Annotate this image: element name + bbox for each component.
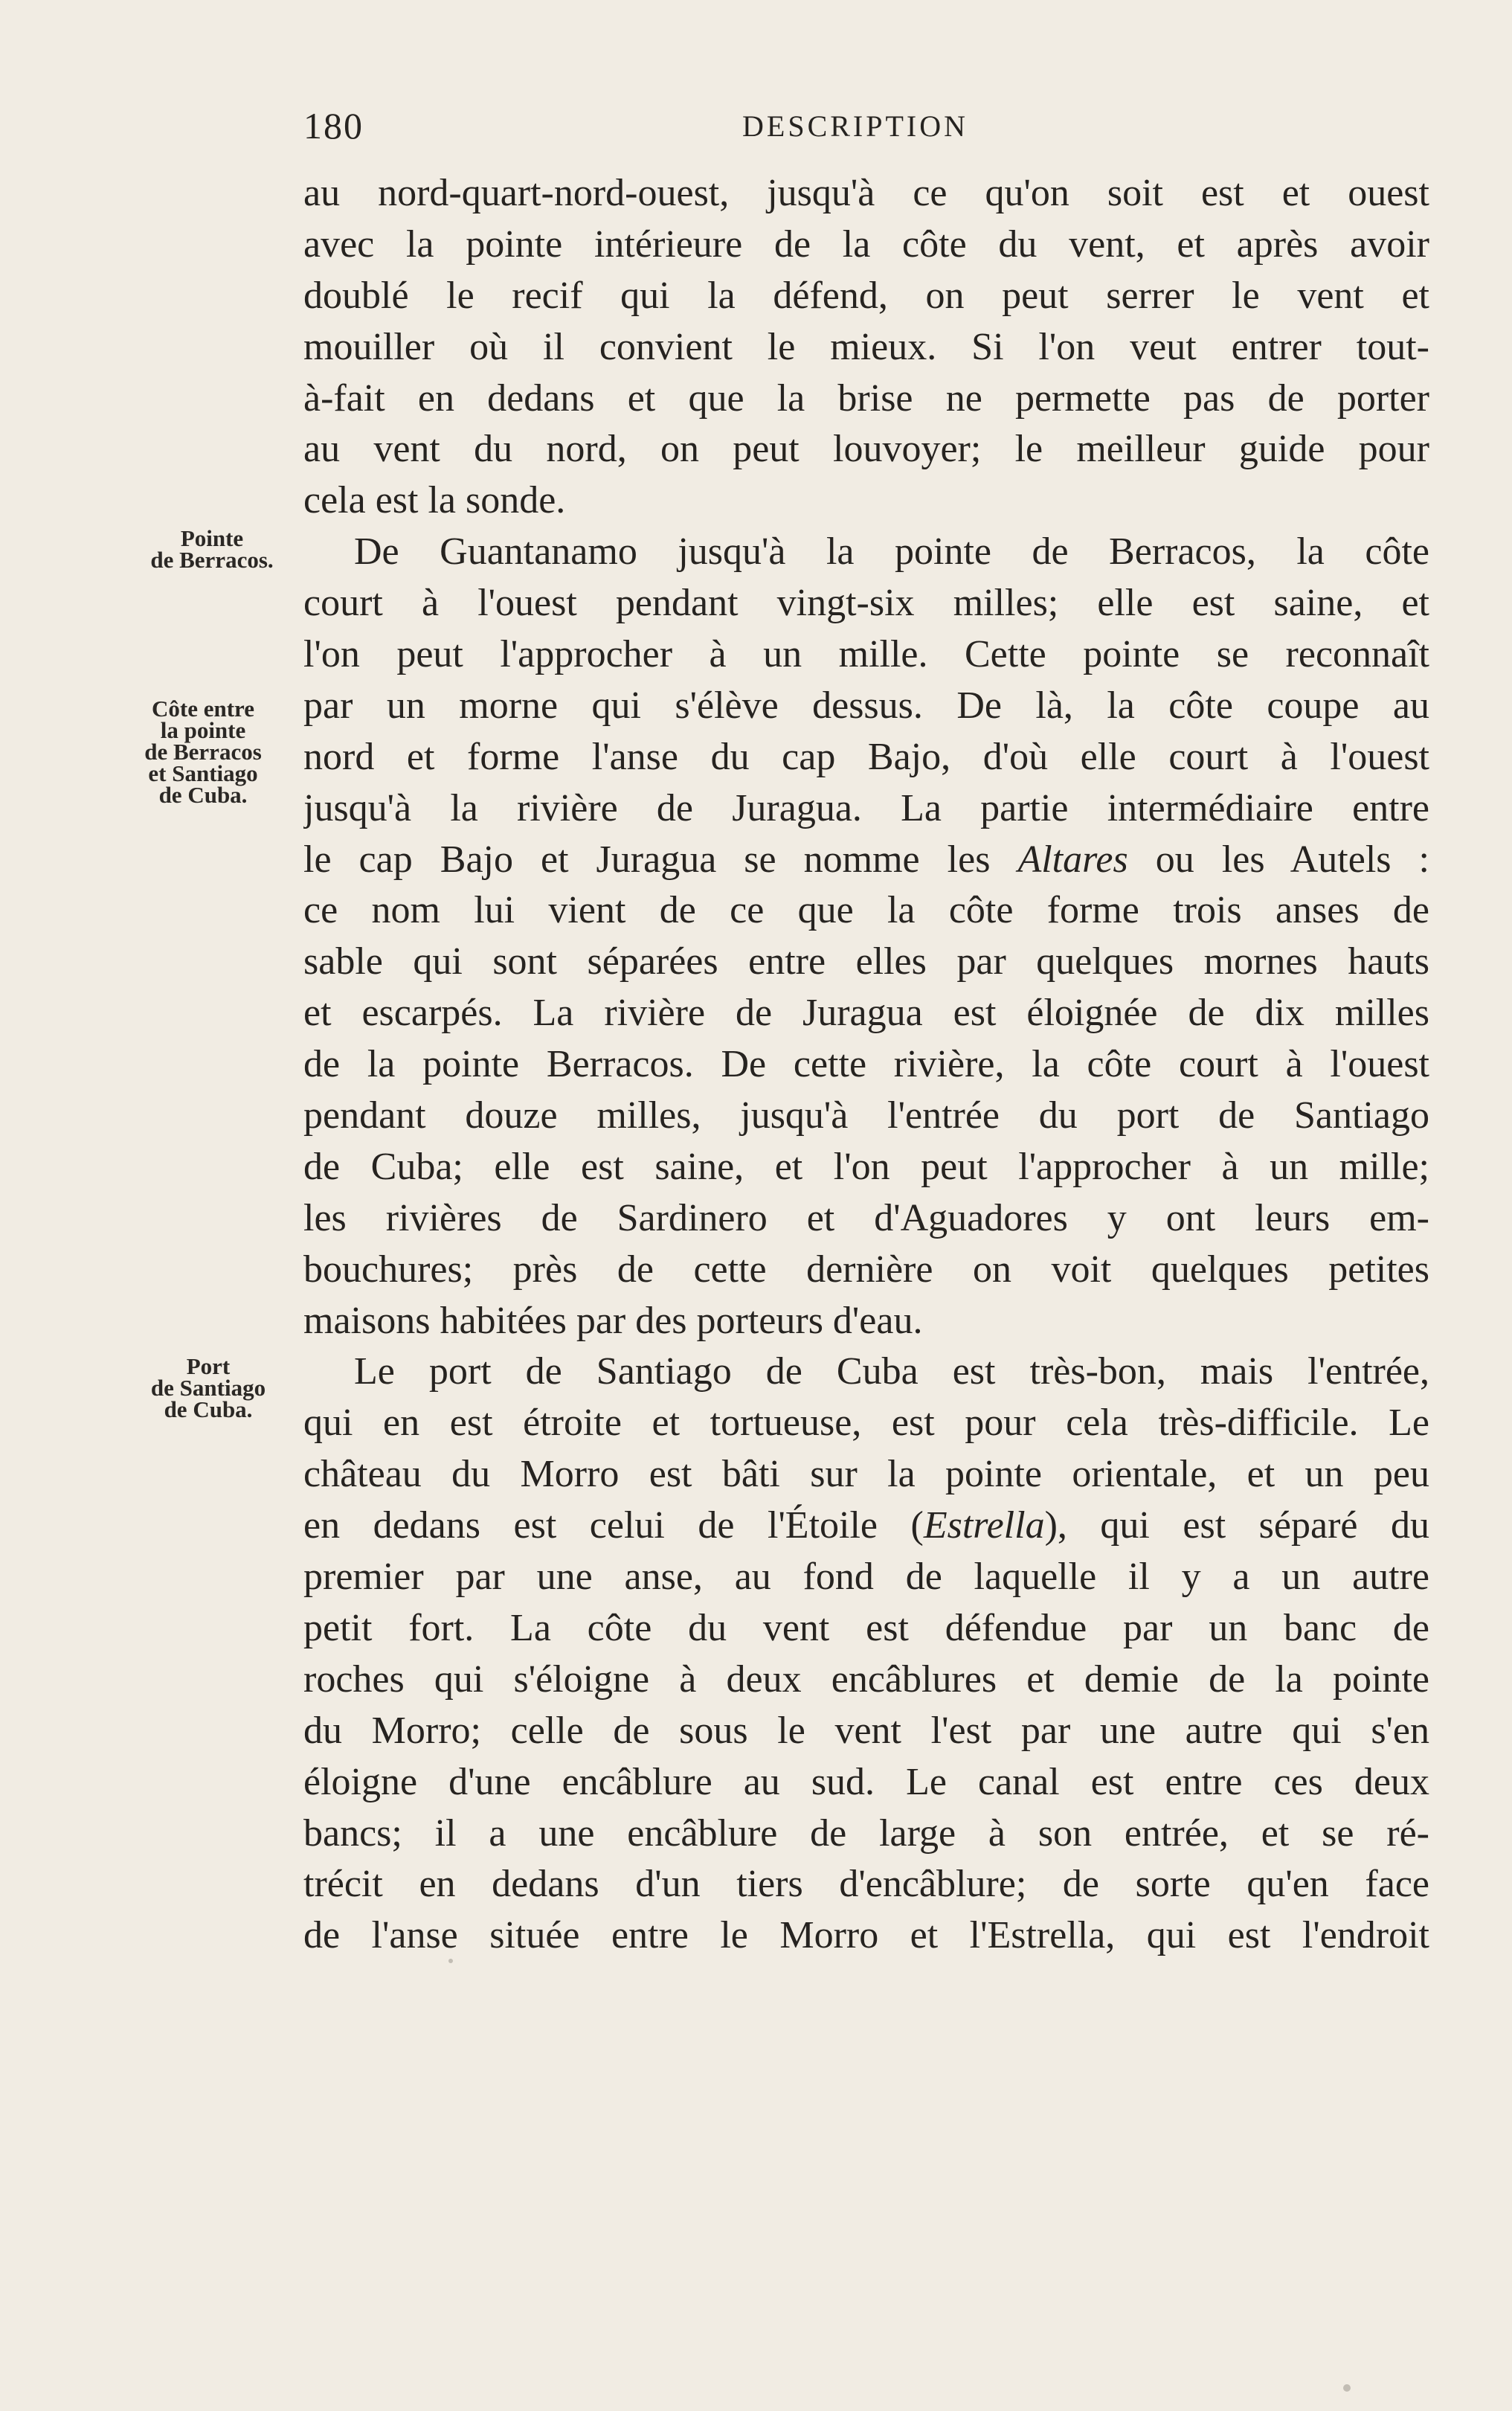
paper-speck xyxy=(448,1959,453,1963)
text-line: avec la pointe intérieure de la côte du vent, et après avoir xyxy=(303,222,1429,266)
page-number: 180 xyxy=(303,105,364,147)
margin-note-cote-entre xyxy=(110,698,296,806)
margin-note-line: Côte entre xyxy=(151,696,254,722)
margin-note-line: de Berracos xyxy=(144,739,262,765)
margin-note-line: la pointe xyxy=(160,717,246,743)
text-line: pendant douze milles, jusqu'à l'entrée du port de Santiago xyxy=(303,1094,1429,1137)
margin-note-line: Port xyxy=(186,1353,231,1379)
text-line: Le port de Santiago de Cuba est très-bon, mais l'entrée, xyxy=(354,1350,1429,1393)
text-line: de l'anse située entre le Morro et l'Estrella, qui est l'endroit xyxy=(303,1914,1429,1957)
text-line: château du Morro est bâti sur la pointe orientale, et un peu xyxy=(303,1453,1429,1496)
margin-note-line: de Berracos. xyxy=(150,547,274,573)
margin-note-line: de Cuba. xyxy=(158,782,248,808)
text-line: par un morne qui s'élève dessus. De là, la côte coupe au xyxy=(303,684,1429,727)
text-line: cela est la sonde. xyxy=(303,479,566,522)
margin-note-line: et Santiago xyxy=(148,760,258,786)
body-text xyxy=(303,168,1429,1962)
text-line: ce nom lui vient de ce que la côte forme trois anses de xyxy=(303,889,1429,932)
text-line: jusqu'à la rivière de Juragua. La partie intermédiaire entre xyxy=(303,786,1429,829)
text-line: trécit en dedans d'un tiers d'encâblure; de sorte qu'en face xyxy=(303,1863,1429,1906)
paper-speck xyxy=(1343,2384,1351,2392)
text-line: mouiller où il convient le mieux. Si l'on veut entrer tout- xyxy=(303,325,1429,368)
text-line: l'on peut l'approcher à un mille. Cette pointe se reconnaît xyxy=(303,633,1429,676)
text-line: à-fait en dedans et que la brise ne permette pas de porter xyxy=(303,376,1429,420)
page-header xyxy=(303,104,1429,156)
text-line: en dedans est celui de l'Étoile (Estrella), qui est séparé du xyxy=(303,1504,1429,1547)
text-line: le cap Bajo et Juragua se nomme les Altares ou les Autels : xyxy=(303,838,1429,881)
text-line: doublé le recif qui la défend, on peut serrer le vent et xyxy=(303,274,1429,317)
text-line: premier par une anse, au fond de laquelle il y a un autre xyxy=(303,1556,1429,1599)
text-line: petit fort. La côte du vent est défendue par un banc de xyxy=(303,1606,1429,1649)
text-line: les rivières de Sardinero et d'Aguadores y ont leurs em- xyxy=(303,1196,1429,1239)
text-line: roches qui s'éloigne à deux encâblures et demie de la pointe xyxy=(303,1657,1429,1701)
text-line: bancs; il a une encâblure de large à son entrée, et se ré- xyxy=(303,1811,1429,1855)
text-line: au nord-quart-nord-ouest, jusqu'à ce qu'on soit est et ouest xyxy=(303,172,1429,214)
text-line: maisons habitées par des porteurs d'eau. xyxy=(303,1299,923,1342)
text-line: au vent du nord, on peut louvoyer; le meilleur guide pour xyxy=(303,428,1429,471)
text-line: sable qui sont séparées entre elles par quelques mornes hauts xyxy=(303,940,1429,983)
text-line: éloigne d'une encâblure au sud. Le canal est entre ces deux xyxy=(303,1760,1429,1803)
text-line: nord et forme l'anse du cap Bajo, d'où elle court à l'ouest xyxy=(303,735,1429,778)
running-head: DESCRIPTION xyxy=(742,109,969,143)
text-line: De Guantanamo jusqu'à la pointe de Berracos, la côte xyxy=(354,530,1429,574)
text-line: et escarpés. La rivière de Juragua est éloignée de dix milles xyxy=(303,992,1429,1035)
text-line: court à l'ouest pendant vingt-six milles; elle est saine, et xyxy=(303,582,1429,625)
margin-note-line: de Cuba. xyxy=(164,1396,253,1422)
margin-note-pointe-de-berracos xyxy=(119,527,305,571)
text-line: de Cuba; elle est saine, et l'on peut l'approcher à un mille; xyxy=(303,1145,1429,1188)
text-line: de la pointe Berracos. De cette rivière, la côte court à l'ouest xyxy=(303,1043,1429,1086)
text-line: du Morro; celle de sous le vent l'est par une autre qui s'en xyxy=(303,1709,1429,1752)
margin-note-line: Pointe xyxy=(180,525,244,551)
margin-note-line: de Santiago xyxy=(150,1375,266,1401)
text-line: qui en est étroite et tortueuse, est pour cela très-difficile. Le xyxy=(303,1402,1429,1445)
margin-note-port-de-santiago xyxy=(115,1355,301,1420)
text-line: bouchures; près de cette dernière on voit quelques petites xyxy=(303,1248,1429,1291)
